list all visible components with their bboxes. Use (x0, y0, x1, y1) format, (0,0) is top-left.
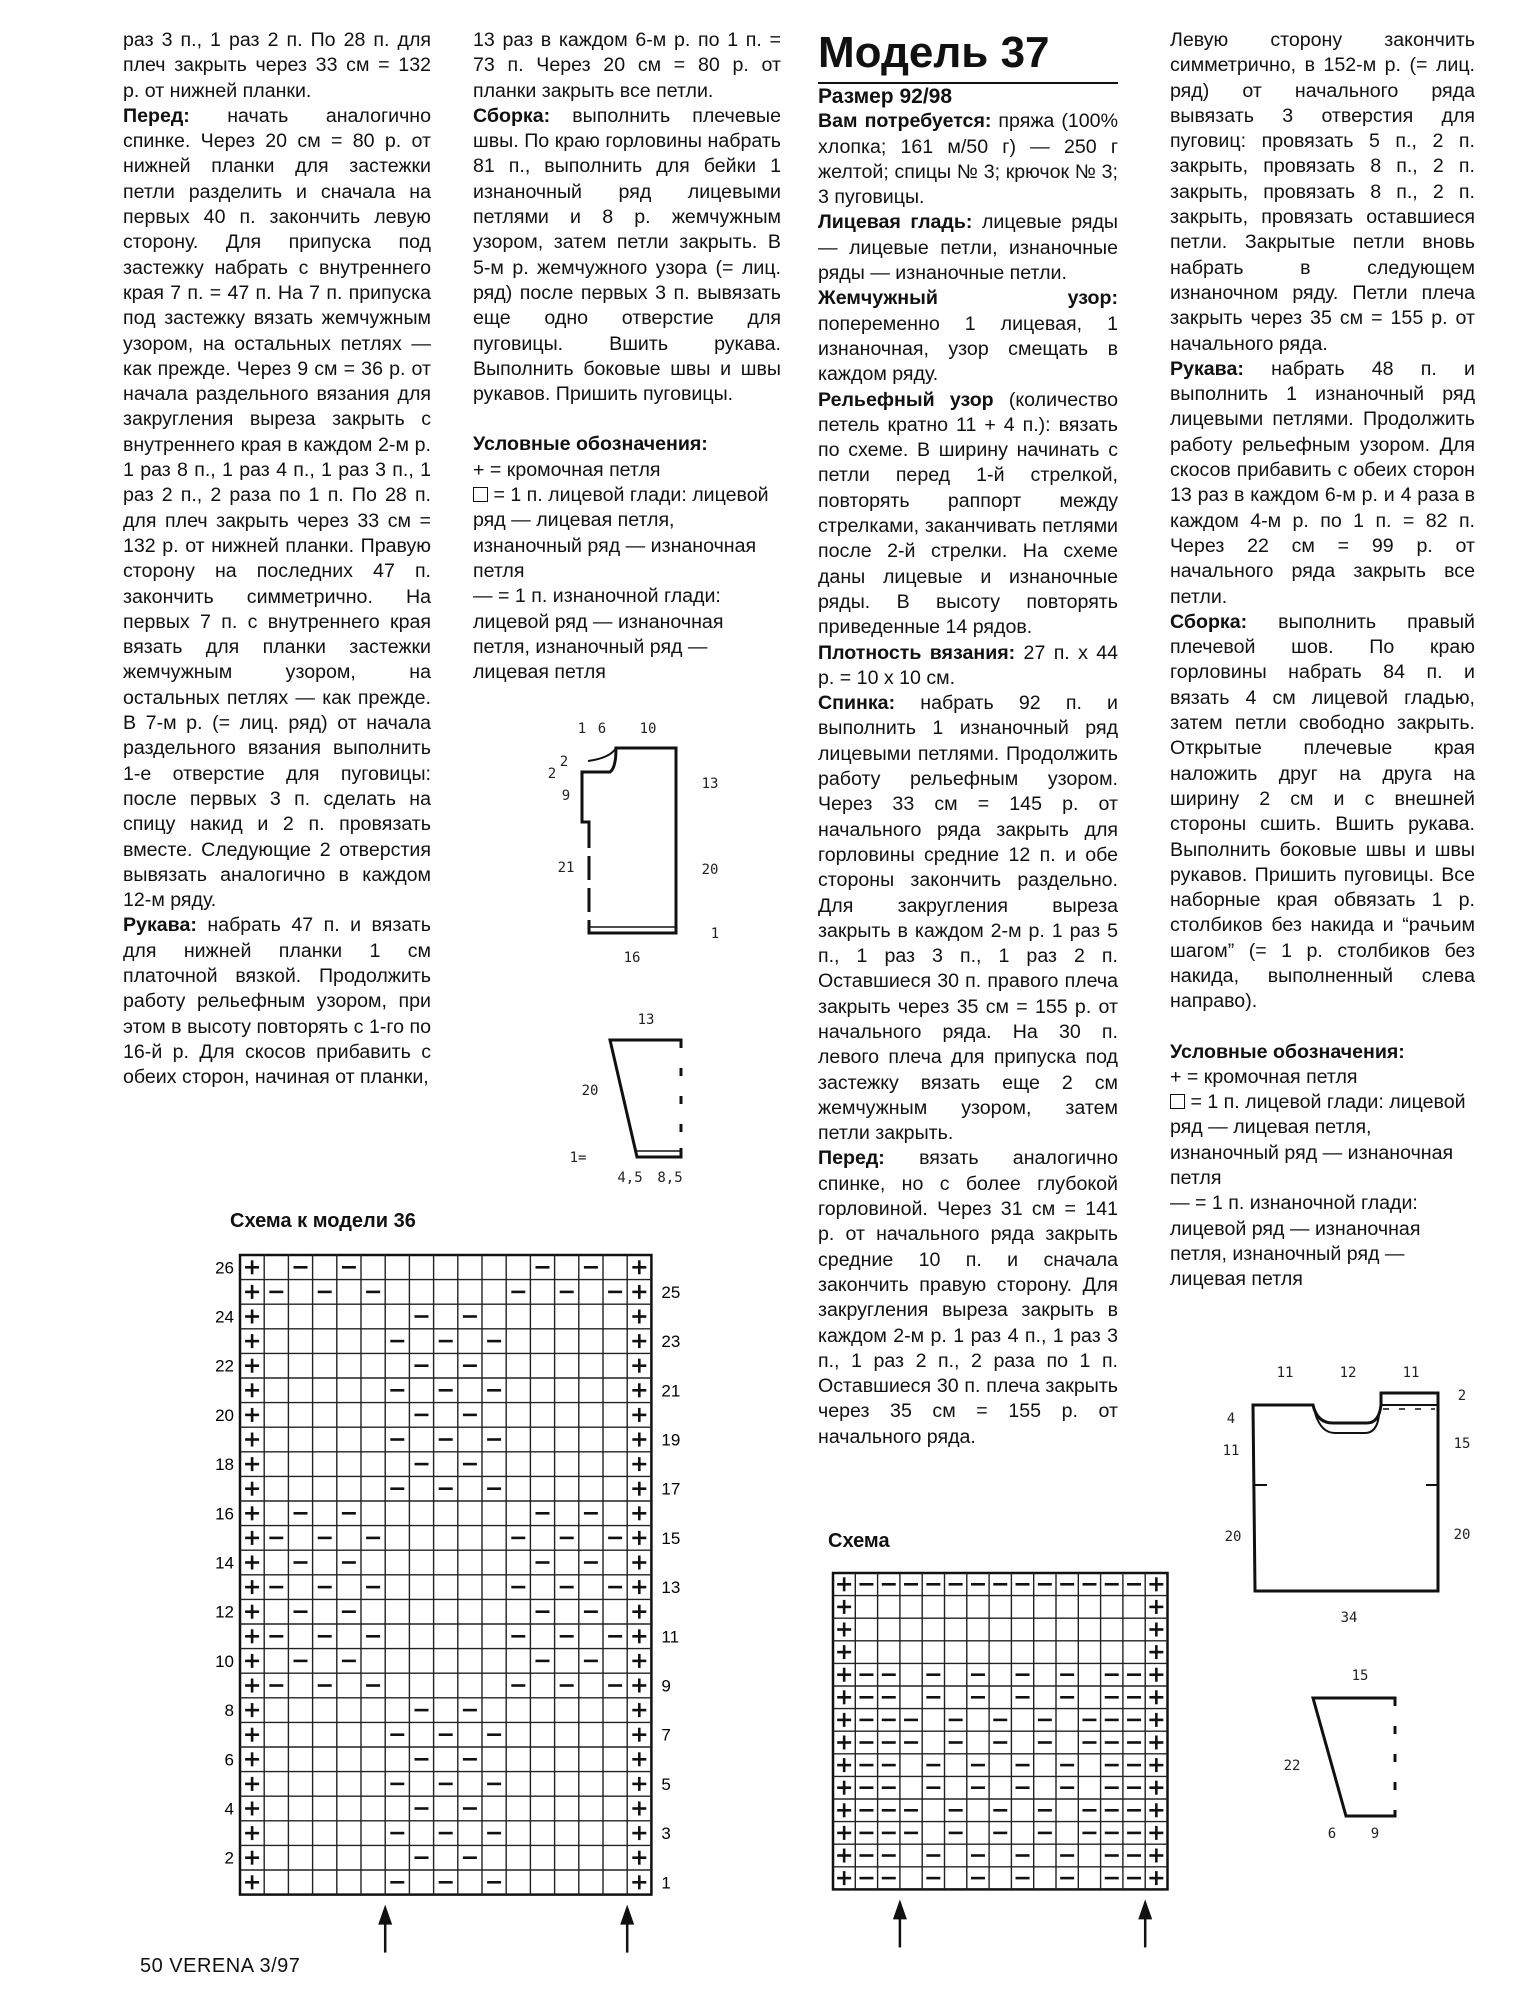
row-number: 7 (661, 1725, 671, 1745)
knit-square-icon (1170, 1094, 1185, 1109)
model-title: Модель 37 (818, 28, 1118, 84)
bottom-dimension-label: 34 (1340, 1610, 1358, 1626)
left-dimension-label: 1= (569, 1150, 587, 1166)
row-number: 23 (661, 1332, 681, 1352)
top-dimension-label: 10 (639, 721, 657, 737)
left-dimension-label: 4 (1226, 1411, 1236, 1427)
paragraph (818, 388, 1118, 641)
body-outline (1253, 1393, 1438, 1591)
repeat-arrow-icon (1138, 1899, 1152, 1919)
row-number: 13 (661, 1578, 681, 1598)
legend-text: = кромочная петля (1181, 1065, 1358, 1088)
right-dimension-label: 15 (1453, 1436, 1471, 1452)
paragraph-text: попеременно 1 лицевая, 1 изнаночная, узор смещать в каждом ряду. (818, 312, 1118, 386)
legend-item (473, 458, 781, 483)
section-label: Сборка: (1170, 610, 1248, 633)
left-dimension-label: 20 (581, 1083, 599, 1099)
paragraph (1170, 28, 1475, 357)
paragraph (123, 28, 431, 104)
top-dimension-label: 12 (1339, 1365, 1357, 1381)
legend-text: = 1 п. лицевой глади: лицевой ряд — лицевая петля, изнаночный ряд — изнаночная петля (1170, 1091, 1466, 1190)
bottom-dimension-label: 9 (1370, 1826, 1380, 1842)
paragraph (818, 286, 1118, 387)
section-label: Рельефный узор (818, 388, 994, 411)
row-number: 10 (215, 1651, 234, 1671)
row-number: 16 (215, 1504, 234, 1524)
model36-legend (473, 432, 781, 685)
edge-stitch-icon: + (1170, 1065, 1182, 1088)
row-number: 11 (661, 1627, 680, 1647)
row-number: 19 (661, 1430, 681, 1450)
model36-text-column-2 (473, 28, 781, 685)
paragraph-text: набрать 92 п. и выполнить 1 изнаночный ряд лицевыми петлями. Продолжить работу рельефным узором. Через 33 см = 145 р. от начального ряда закрыть для горловины средние 12 п. и обе стороны закончить раздельно. Для закругления выреза закрыть в каждом 2-м р. 1 раз 5 п., 1 раз 3 п., 1 раз 2 п. Оставшиеся 30 п. правого плеча закрыть через 35 см = 155 р. от начального ряда. На 30 п. левого плеча для припуска под застежку вязать еще 2 см жемчужным узором, затем петли закрыть. (818, 692, 1118, 1145)
paragraph (473, 28, 781, 104)
bottom-dimension-label: 4,5 (617, 1170, 643, 1186)
row-number: 26 (215, 1258, 234, 1278)
row-number: 5 (661, 1774, 671, 1794)
model37-instructions-cont (1170, 28, 1475, 1015)
model36-front-pattern-diagram (530, 700, 750, 966)
model36-assembly-text (473, 28, 781, 407)
right-dimension-label: 13 (701, 776, 719, 792)
row-number: 4 (224, 1799, 234, 1819)
section-label: Перед: (818, 1147, 885, 1170)
purl-dash-icon: — (473, 585, 493, 608)
paragraph-text: выполнить правый плечевой шов. По краю горловины набрать 84 п. и вязать 4 см лицевой гладью, затем петли свободно закрыть. Открытые плечевые края наложить друг на друга на ширину 2 см и с внешней стороны сшить. Вшить рукава. Выполнить боковые швы и швы рукавов. Пришить пуговицы. Все наборные края обвязать 1 р. столбиков без накида и “рачьим шагом” (= 1 р. столбиков без накида, выполненный слева направо). (1170, 610, 1475, 1013)
paragraph-text: выполнить плечевые швы. По краю горловины набрать 81 п., выполнить для бейки 1 изнаночный ряд лицевыми петлями и 8 р. жемчужным узором, затем петли закрыть. В 5-м р. жемчужного узора (= лиц. ряд) после первых 3 п. вывязать еще одно отверстие для пуговицы. Вшить рукава. Выполнить боковые швы и швы рукавов. Пришить пуговицы. (473, 104, 781, 406)
paragraph (818, 691, 1118, 1146)
paragraph-text: вязать аналогично спинке, но с более глубокой горловиной. Через 31 см = 141 р. от начального ряда закрыть средние 10 п. и сначала закончить правую сторону. Для закругления выреза закрыть в каждом 2-м р. 1 раз 4 п., 1 раз 3 п., 1 раз 2 п., 2 раза по 1 п. Оставшиеся 30 п. плеча закрыть через 35 см = 155 р. от начального ряда. (818, 1147, 1118, 1448)
bottom-dimension-label: 6 (1327, 1826, 1337, 1842)
neckline-band (588, 748, 616, 761)
front-outline (582, 748, 676, 933)
legend-items (473, 458, 781, 686)
left-dimension-label: 11 (1222, 1443, 1240, 1459)
row-number: 21 (661, 1381, 681, 1401)
paragraph (123, 104, 431, 914)
legend-item (473, 584, 781, 685)
paragraph (818, 210, 1118, 286)
row-number: 1 (661, 1873, 671, 1893)
paragraph (1170, 357, 1475, 610)
model37-body-pattern-diagram (1185, 1345, 1485, 1645)
row-number: 8 (224, 1701, 234, 1721)
legend-text: = 1 п. лицевой глади: лицевой ряд — лицевая петля, изнаночный ряд — изнаночная петля (473, 484, 769, 582)
section-label: Перед: (123, 104, 190, 127)
row-number: 22 (215, 1356, 234, 1376)
knitting-chart-model36 (200, 1250, 681, 1893)
model37-sleeve-pattern-diagram (1283, 1660, 1500, 1860)
row-number: 17 (661, 1479, 681, 1499)
paragraph-text: начать аналогично спинке. Через 20 см = 80 р. от нижней планки для застежки петли разделить и сначала на первых 40 п. закончить левую сторону. Для припуска под застежку набрать с внутреннего края 7 п. = 47 п. На 7 п. припуска под застежку вязать жемчужным узором, на остальных петлях — как прежде. Через 9 см = 36 р. от начала раздельного вязания для закругления выреза закрыть с внутреннего края в каждом 2-м р. 1 раз 8 п., 1 раз 4 п., 1 раз 3 п., 1 раз 2 п., 2 раза по 1 п. По 28 п. для плеч закрыть через 33 см = 132 р. от нижней планки. Правую сторону на последних 47 п. закончить симметрично. На первых 7 п. с внутреннего края вязать для планки застежки жемчужным узором, на остальных петлях — как прежде. В 7-м р. (= лиц. ряд) от начала раздельного вязания выполнить 1-е отверстие для пуговицы: после первых 3 п. сделать на спицу накид и 2 п. провязать вместе. Следующие 2 отверстия вывязать аналогично в каждом 12-м ряду. (123, 104, 431, 912)
model37-text-column-1 (818, 28, 1118, 1450)
model37-legend (1170, 1040, 1475, 1293)
paragraph-text: раз 3 п., 1 раз 2 п. По 28 п. для плеч закрыть через 33 см = 132 р. от нижней планки. (123, 29, 431, 102)
paragraph-text: набрать 48 п. и выполнить 1 изнаночный ряд лицевыми петлями. Продолжить работу рельефным узором. Для скосов прибавить с обеих сторон 13 раз в каждом 6-м р. и 4 раза в каждом 4-м р. по 1 п. = 82 п. Через 22 см = 99 р. от начального ряда закрыть все петли. (1170, 357, 1475, 608)
section-label: Рукава: (1170, 357, 1244, 380)
row-number: 25 (661, 1282, 681, 1302)
paragraph-text: 13 раз в каждом 6-м р. по 1 п. = 73 п. Через 20 см = 80 р. от планки закрыть все петли. (473, 29, 781, 102)
paragraph-text: пряжа (100% хлопка; 161 м/50 г) — 250 г желтой; спицы № 3; крючок № 3; 3 пуговицы. (818, 110, 1118, 209)
sleeve-outline (1313, 1698, 1395, 1816)
legend-title: Условные обозначения: (473, 433, 708, 456)
section-label: Жемчужный узор: (818, 287, 1118, 310)
paragraph-text: (количество петель кратно 11 + 4 п.): вязать по схеме. В ширину начинать с петли перед 1-й стрелкой, повторять раппорт между стрелками, заканчивать петлями после 2-й стрелки. На схеме даны лицевые и изнаночные ряды. В высоту повторять приведенные 14 рядов. (818, 388, 1118, 639)
knit-square-icon (473, 487, 488, 502)
legend-item (1170, 1065, 1475, 1090)
section-label: Лицевая гладь: (818, 211, 973, 234)
legend-items (1170, 1065, 1475, 1293)
sleeve-outline (610, 1040, 681, 1157)
schema-37-title: Схема (828, 1530, 890, 1552)
left-dimension-label: 9 (561, 788, 571, 804)
top-dimension-label: 6 (597, 721, 607, 737)
paragraph (818, 109, 1118, 210)
row-number: 24 (215, 1307, 234, 1327)
paragraph-text: Левую сторону закончить симметрично, в 152-м р. (= лиц. ряд) от начального ряда вывязать 3 отверстия для пуговиц: провязать 5 п., 2 п. закрыть, провязать 8 п., 2 п. закрыть, провязать 8 п., 2 п. закрыть, провязать оставшиеся петли. Закрытые петли вновь набрать в следующем изнаночном ряду. Петли плеча закрыть через 35 см = 155 р. от начального ряда. (1170, 29, 1475, 355)
paragraph-text: набрать 47 п. и вязать для нижней планки 1 см платочной вязкой. Продолжить работу рельефным узором, при этом в высоту повторять с 1-го по 16-й р. Для скосов прибавить с обеих сторон, начиная от планки, (123, 914, 431, 1089)
legend-text: = кромочная петля (484, 458, 661, 481)
right-dimension-label: 20 (1453, 1527, 1471, 1543)
repeat-arrow-icon (893, 1899, 907, 1919)
row-number: 12 (215, 1602, 234, 1622)
left-dimension-label: 21 (557, 860, 575, 876)
right-dimension-label: 20 (701, 862, 719, 878)
legend-item (1170, 1090, 1475, 1191)
model36-sleeve-pattern-diagram (530, 1000, 750, 1186)
paragraph (818, 641, 1118, 692)
row-number: 14 (215, 1553, 234, 1573)
paragraph (123, 913, 431, 1090)
bottom-dimension-label: 8,5 (657, 1170, 683, 1186)
model37-instructions (818, 109, 1118, 1450)
paragraph (818, 1146, 1118, 1450)
section-label: Сборка: (473, 104, 551, 127)
row-number: 3 (661, 1824, 671, 1844)
paragraph (1170, 610, 1475, 1015)
knitting-chart-model37 (825, 1565, 1185, 1855)
left-dimension-label: 2 (559, 754, 569, 770)
top-dimension-label: 11 (1402, 1365, 1420, 1381)
page-footer: 50 VERENA 3/97 (140, 1955, 301, 1977)
legend-text: = 1 п. изнаночной глади: лицевой ряд — изнаночная петля, изнаночный ряд — лицевая петля (473, 585, 724, 684)
left-dimension-label: 20 (1224, 1529, 1242, 1545)
legend-text: = 1 п. изнаночной глади: лицевой ряд — изнаночная петля, изнаночный ряд — лицевая петля (1170, 1192, 1421, 1291)
purl-dash-icon: — (1170, 1192, 1190, 1215)
row-number: 2 (224, 1848, 234, 1868)
legend-title: Условные обозначения: (1170, 1040, 1405, 1063)
right-dimension-label: 1 (710, 926, 720, 942)
bottom-dimension-label: 16 (623, 950, 641, 966)
model37-text-column-2 (1170, 28, 1475, 1293)
legend-item (473, 483, 781, 584)
row-number: 20 (215, 1405, 234, 1425)
schema-36-title: Схема к модели 36 (230, 1210, 416, 1232)
section-label: Плотность вязания: (818, 641, 1016, 664)
left-dimension-label: 22 (1283, 1758, 1301, 1774)
section-label: Вам потребуется: (818, 110, 992, 133)
section-label: Рукава: (123, 914, 197, 937)
row-number: 18 (215, 1455, 234, 1475)
top-dimension-label: 13 (637, 1012, 655, 1028)
paragraph-text: лицевые ряды — лицевые петли, изнаночные ряды — изнаночные петли. (818, 211, 1119, 285)
top-dimension-label: 15 (1351, 1668, 1369, 1684)
repeat-arrow-icon (378, 1905, 392, 1925)
right-dimension-label: 2 (1457, 1388, 1467, 1404)
top-dimension-label: 1 (577, 721, 587, 737)
top-dimension-label: 11 (1276, 1365, 1294, 1381)
row-number: 6 (224, 1750, 234, 1770)
model36-text-column-1 (123, 28, 431, 1090)
paragraph-text: 27 п. х 44 р. = 10 х 10 см. (818, 641, 1119, 689)
paragraph (473, 104, 781, 408)
section-label: Спинка: (818, 692, 896, 715)
edge-stitch-icon: + (473, 458, 485, 481)
row-number: 9 (661, 1676, 671, 1696)
repeat-arrow-icon (620, 1905, 634, 1925)
model-size: Размер 92/98 (818, 85, 953, 108)
left-dimension-label: 2 (547, 766, 557, 782)
legend-item (1170, 1191, 1475, 1292)
row-number: 15 (661, 1528, 681, 1548)
